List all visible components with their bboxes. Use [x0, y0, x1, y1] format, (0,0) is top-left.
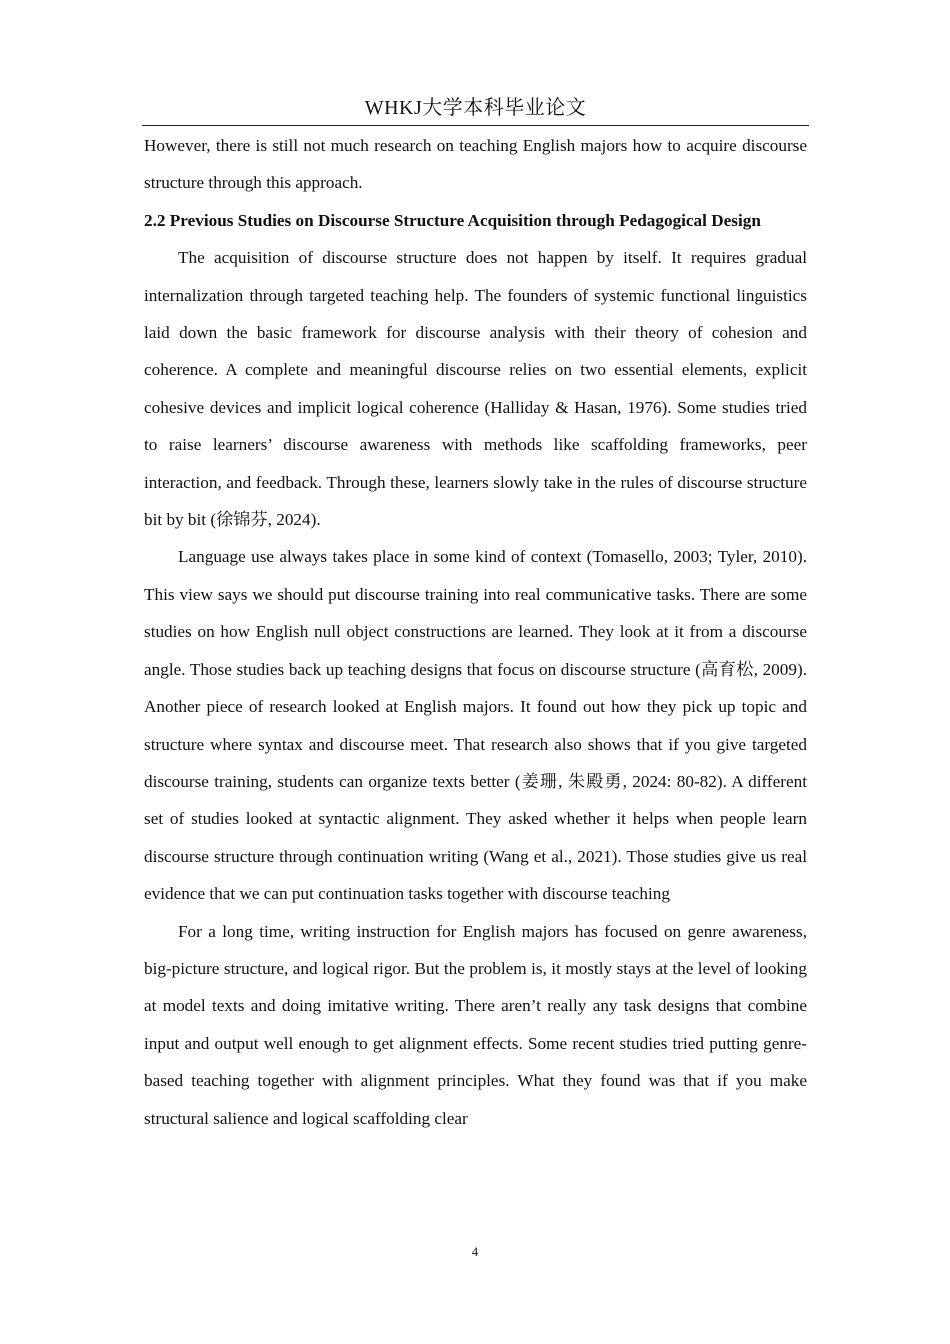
page-number: 4	[471, 1245, 479, 1259]
document-body	[144, 127, 807, 1137]
body-paragraph: Language use always takes place in some kind of context (Tomasello, 2003; Tyler, 2010). This view says we should put discourse training into real communicative tasks. There are some studies on how English null object constructions are learned. They look at it from a discourse angle. Those studies back up teaching designs that focus on discourse structure (高育松, 2009). Another piece of research looked at English majors. It found out how they pick up topic and structure where syntax and discourse meet. That research also shows that if you give targeted discourse training, students can organize texts better (姜珊, 朱殿勇, 2024: 80-82). A different set of studies looked at syntactic alignment. They asked whether it helps when people learn discourse structure through continuation writing (Wang et al., 2021). Those studies give us real evidence that we can put continuation tasks together with discourse teaching	[144, 547, 807, 904]
page-header	[142, 93, 809, 126]
section-heading: 2.2 Previous Studies on Discourse Structure Acquisition through Pedagogical Design	[144, 210, 761, 230]
header-title: WHKJ大学本科毕业论文	[364, 97, 587, 119]
body-paragraph: For a long time, writing instruction for English majors has focused on genre awareness, big-picture structure, and logical rigor. But the problem is, it mostly stays at the level of looking at model texts and doing imitative writing. There aren’t really any task designs that combine input and output well enough to get alignment effects. Some recent studies tried putting genre-based teaching together with alignment principles. What they found was that if you make structural salience and logical scaffolding clear	[144, 921, 807, 1128]
continuation-paragraph: However, there is still not much research on teaching English majors how to acquire discourse structure through this approach.	[144, 136, 807, 193]
body-paragraph: The acquisition of discourse structure does not happen by itself. It requires gradual internalization through targeted teaching help. The founders of systemic functional linguistics laid down the basic framework for discourse analysis with their theory of cohesion and coherence. A complete and meaningful discourse relies on two essential elements, explicit cohesive devices and implicit logical coherence (Halliday & Hasan, 1976). Some studies tried to raise learners’ discourse awareness with methods like scaffolding frameworks, peer interaction, and feedback. Through these, learners slowly take in the rules of discourse structure bit by bit (徐锦芬, 2024).	[144, 248, 807, 530]
